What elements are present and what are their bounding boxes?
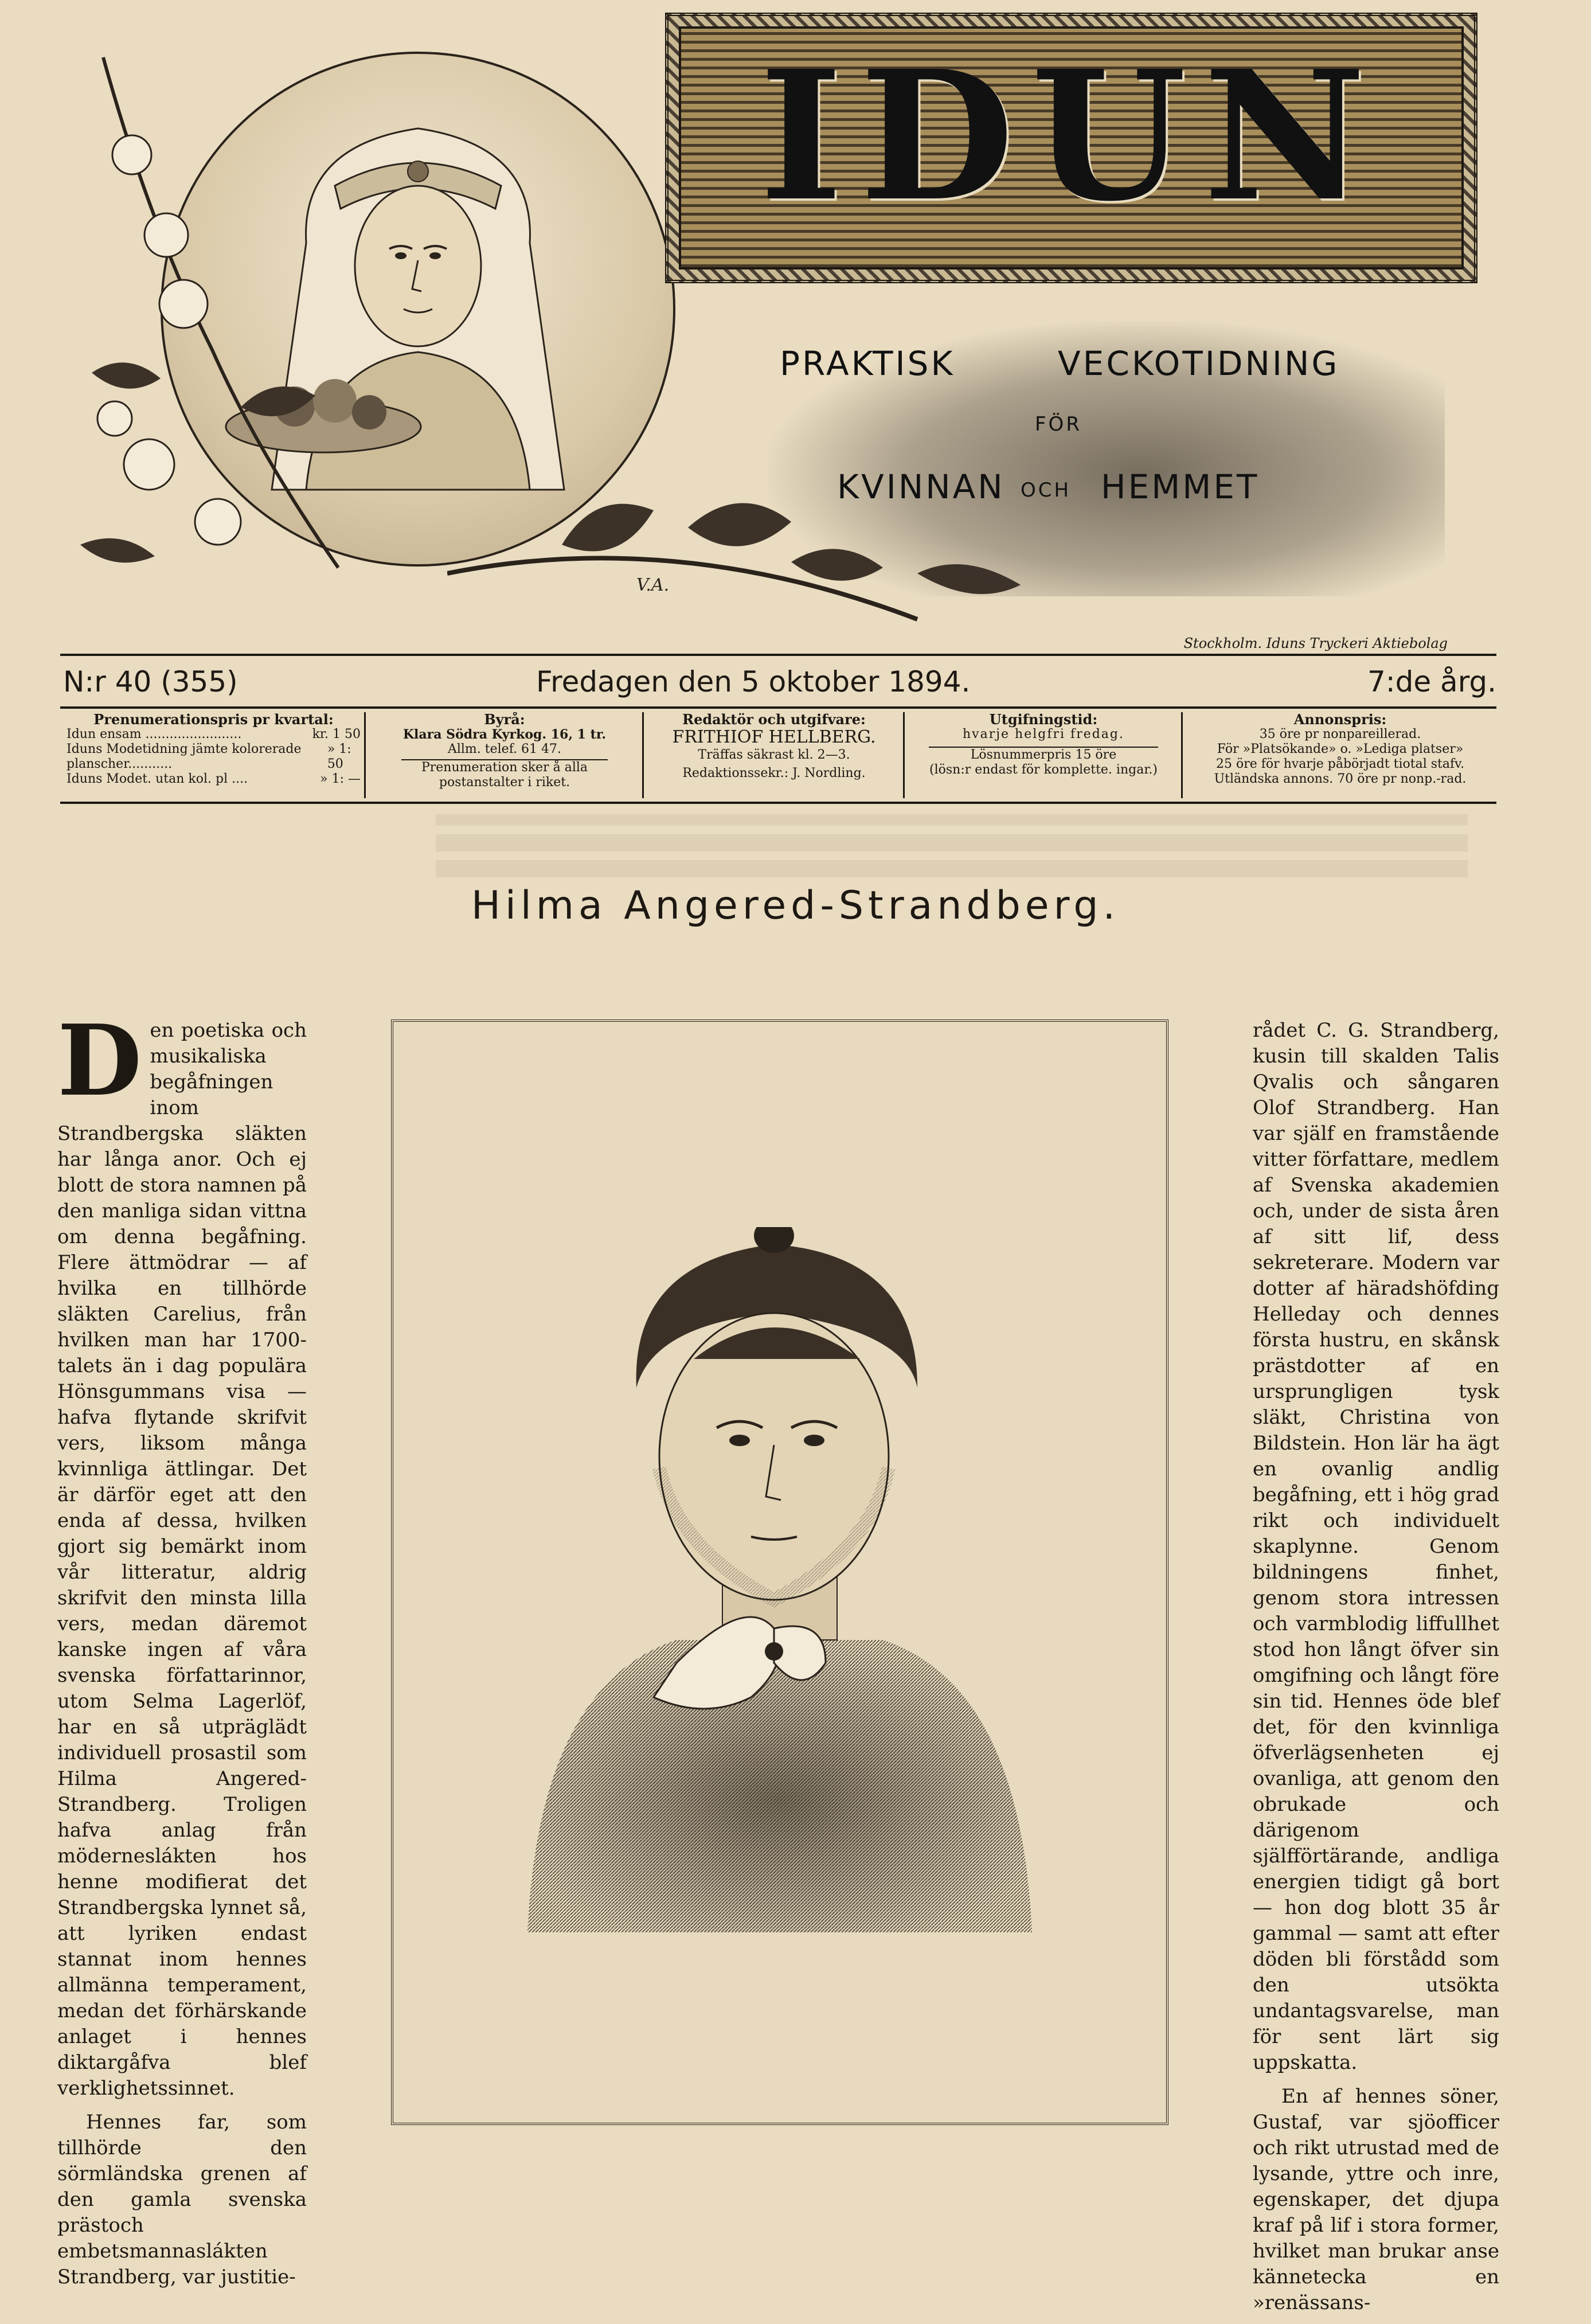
ads-line3: 25 öre för hvarje påbörjadt tiotal stafv. xyxy=(1216,757,1464,771)
issue-date: Fredagen den 5 oktober 1894. xyxy=(536,665,971,698)
article-paragraph-4: En af hennes söner, Gustaf, var sjöofficer och rikt utrustad med de lysande, yttre och inre, egenskaper, det djupa kraf på lif i stora former, hvilket man brukar anse kännetecka en »renässans- xyxy=(1253,2085,1499,2314)
article-paragraph-2: Hennes far, som tillhörde den sörmländska grenen af den gamla svenska prästoch embetsmannaslákten Strandberg, var justitie- xyxy=(57,2111,307,2288)
rule-info-top xyxy=(60,706,1496,709)
subtitle-praktisk: PRAKTISK xyxy=(780,344,955,383)
ads-heading: Annonspris: xyxy=(1293,712,1387,728)
publication-heading: Utgifningstid: xyxy=(989,712,1098,728)
printer-note: Stockholm. Iduns Tryckeri Aktiebolag xyxy=(1183,635,1448,651)
editor-hours: Träffas säkrast kl. 2—3. xyxy=(698,748,850,762)
hilma-angered-strandberg-portrait xyxy=(505,1227,1055,1932)
article-paragraph-1: en poetiska och musikaliska begåfningen inom Strandbergska släkten har långa anor. Och ej blott de stora namnen på den manliga sidan vittna om denna begåfning. Flere ättmödrar — af hvilka en tillhörde släkten Carelius, från hvilken man har 1700-talets än i dag populära Hönsgummans visa — hafva flytande skrifvit vers, liksom många kvinnliga ättlingar. Det är därför eget att den enda af dessa, hvilken gjort sig bemärkt inom vår litteratur, aldrig skrifvit den minsta lilla vers, medan däremot kanske ingen af våra svenska författarinnor, utom Selma Lagerlöf, har en så utpräglädt individuell prosastil som Hilma Angered-Strandberg. Troligen hafva anlag från möderneslákten hos henne modifierat det Strandbergska lynnet så, att lyriken endast stannat inom hennes allmänna temperament, medan det förhärskande anlaget i hennes diktargåfva blef verklighetssinnet. xyxy=(57,1019,307,2100)
article-column-left xyxy=(57,1003,307,2298)
office-note: Prenumeration sker å alla postanstalter i riket. xyxy=(401,759,608,790)
subtitle-hemmet: HEMMET xyxy=(1101,467,1260,506)
subscription-row1-value: kr. 1 50 xyxy=(312,727,361,741)
single-issue-note: (lösn:r endast för komplette. ingar.) xyxy=(929,763,1158,777)
issue-year: 7:de årg. xyxy=(1367,665,1496,698)
subscription-heading: Prenumerationspris pr kvartal: xyxy=(93,712,334,728)
editorial-secretary: Redaktionssekr.: J. Nordling. xyxy=(682,766,866,780)
rule-info-bottom xyxy=(60,802,1496,804)
subtitle-kvinnan: KVINNAN xyxy=(837,467,1005,506)
ads-line4: Utländska annons. 70 öre pr nonp.-rad. xyxy=(1214,772,1467,786)
subtitle-veckotidning: VECKOTIDNING xyxy=(1058,344,1340,383)
ads-box xyxy=(1184,712,1496,798)
single-issue-price: Lösnummerpris 15 öre xyxy=(929,747,1158,763)
issue-number: N:r 40 (355) xyxy=(63,665,238,698)
office-phone: Allm. telef. 61 47. xyxy=(447,742,562,756)
subscription-row2-value: » 1: 50 xyxy=(327,742,351,771)
flower-vine-ornament xyxy=(69,52,355,596)
bleed-through-texture xyxy=(436,814,1468,877)
subscription-box xyxy=(63,712,366,798)
publication-box xyxy=(906,712,1183,798)
article-title: Hilma Angered-Strandberg. xyxy=(471,883,1120,928)
subscription-row2-label: Iduns Modetidning jämte kolorerade planscher........... xyxy=(67,742,302,771)
article-column-right xyxy=(1253,1018,1499,2324)
masthead-title: IDUN xyxy=(759,32,1383,241)
editor-heading: Redaktör och utgifvare: xyxy=(682,712,866,728)
office-box xyxy=(367,712,644,798)
editor-name: FRITHIOF HELLBERG. xyxy=(672,727,876,747)
editor-box xyxy=(645,712,905,798)
office-heading: Byrå: xyxy=(484,712,525,728)
drop-cap: D xyxy=(57,1003,142,1118)
ads-line2: För »Platsökande» o. »Lediga platser» xyxy=(1217,742,1464,756)
office-address: Klara Södra Kyrkog. 16, 1 tr. xyxy=(402,727,607,742)
subscription-row3-label: Iduns Modet. utan kol. pl .... xyxy=(67,772,248,786)
subscription-row3-value: » 1: — xyxy=(320,772,361,786)
subscription-row1-label: Idun ensam ........................ xyxy=(67,727,242,741)
rule-top xyxy=(60,654,1496,656)
masthead-title-box xyxy=(665,13,1477,283)
article-paragraph-3: rådet C. G. Strandberg, kusin till skalden Talis Qvalis och sångaren Olof Strandberg. Han var själf en framstående vitter författare, medlem af Svenska akademien och, under de sista åren af sitt lif, dess sekreterare. Modern var dotter af häradshöfding Helleday och dennes första hustru, en skånsk prästdotter af en ursprungligen tysk släkt, Christina von Bildstein. Hon lär ha ägt en ovanlig andlig begåfning, ett i hög grad rikt och individuelt skaplynne. Genom bildningens finhet, genom stora intressen och varmblodig liffullhet stod hon långt öfver sin omgifning och långt före sin tid. Hennes öde blef det, för den kvinnliga öfverlägsenheten ej ovanliga, att genom den obrukade och därigenom själfförtärande, andliga energien tidigt gå bort — hon dog blott 35 år gammal — samt att efter döden bli förstådd som den utsökta undantagsvarelse, man för sent lärt sig uppskatta. xyxy=(1253,1019,1499,2074)
subtitle-och: OCH xyxy=(1021,479,1072,502)
artist-mark: V.A. xyxy=(636,575,670,595)
publication-schedule: hvarje helgfri fredag. xyxy=(962,727,1124,741)
subtitle-for: FÖR xyxy=(1035,413,1082,436)
ads-line1: 35 öre pr nonpareillerad. xyxy=(1259,727,1421,741)
masthead-subtitle xyxy=(768,321,1445,596)
